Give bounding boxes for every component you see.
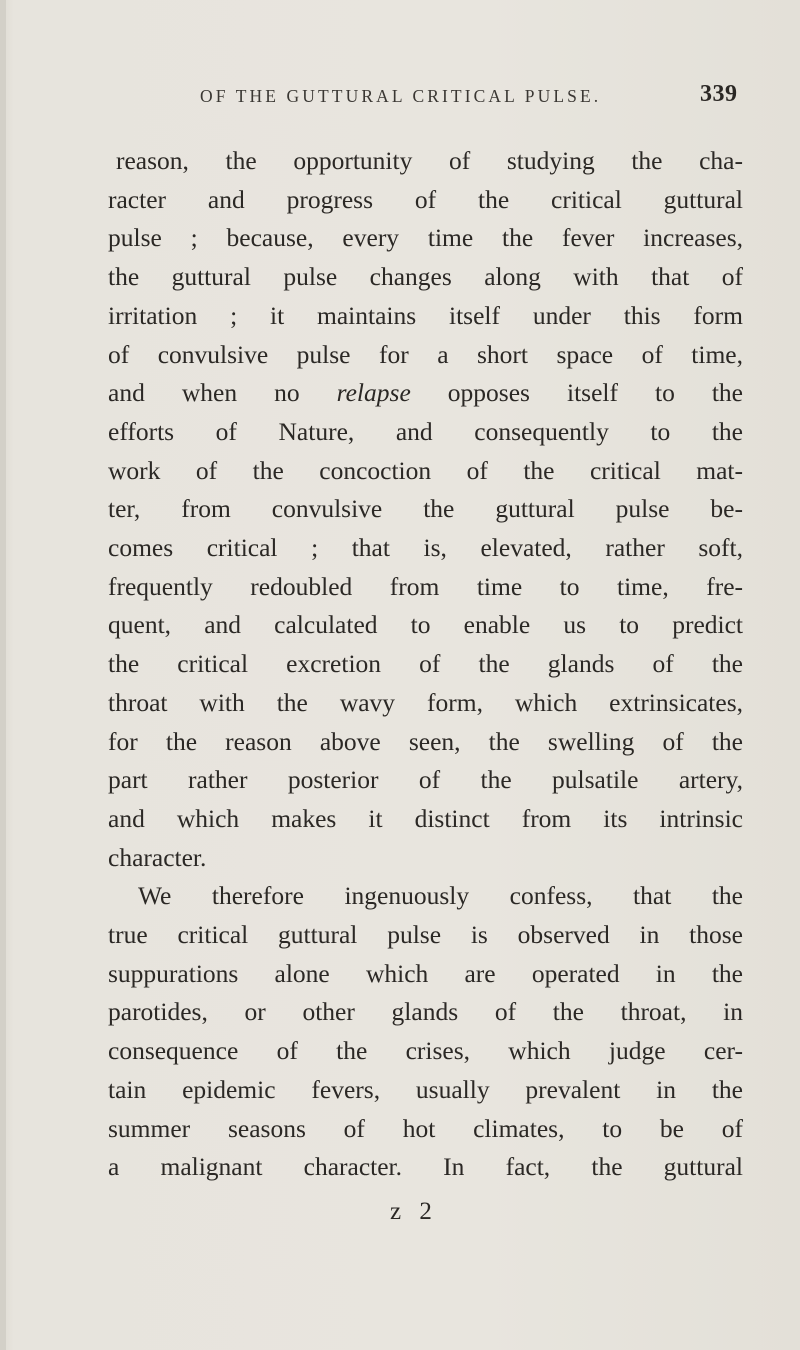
signature-mark: z 2 <box>390 1198 438 1225</box>
text-line: frequently redoubled from time to time, fre- <box>108 571 743 601</box>
paragraph-1 <box>108 142 743 877</box>
text-line: consequence of the crises, which judge cer- <box>108 1036 743 1066</box>
text-line: efforts of Nature, and consequently to the <box>108 416 743 446</box>
text-segment: and when no <box>108 378 337 408</box>
text-line: the guttural pulse changes along with that of <box>108 262 743 292</box>
text-line: tain epidemic fevers, usually prevalent in the <box>108 1074 743 1104</box>
text-line: true critical guttural pulse is observed in those <box>108 920 743 950</box>
text-line: a malignant character. In fact, the guttural <box>108 1152 743 1182</box>
page-number: 339 <box>700 81 738 107</box>
text-line: the critical excretion of the glands of the <box>108 649 743 679</box>
text-line: We therefore ingenuously confess, that the <box>138 881 743 911</box>
text-line: suppurations alone which are operated in the <box>108 958 743 988</box>
text-line: pulse ; because, every time the fever increases, <box>108 223 743 253</box>
text-line: throat with the wavy form, which extrinsicates, <box>108 687 743 717</box>
body-text <box>108 142 743 1187</box>
text-line: ter, from convulsive the guttural pulse be- <box>108 494 743 524</box>
paragraph-2 <box>108 877 743 1187</box>
text-line: part rather posterior of the pulsatile artery, <box>108 765 743 795</box>
text-line-with-italic <box>108 374 743 413</box>
text-segment: opposes itself to the <box>410 378 744 408</box>
running-head: OF THE GUTTURAL CRITICAL PULSE. <box>200 86 602 106</box>
text-line: and which makes it distinct from its intrinsic <box>108 803 743 833</box>
text-line: irritation ; it maintains itself under this form <box>108 300 743 330</box>
text-line: summer seasons of hot climates, to be of <box>108 1113 743 1143</box>
text-line: of convulsive pulse for a short space of time, <box>108 339 743 369</box>
text-line: quent, and calculated to enable us to predict <box>108 610 743 640</box>
italic-word-relapse: relapse <box>336 378 411 408</box>
text-line: work of the concoction of the critical mat- <box>108 455 743 485</box>
text-line: character. <box>108 842 207 872</box>
page-gutter-edge <box>0 0 6 1350</box>
text-line: parotides, or other glands of the throat, in <box>108 997 743 1027</box>
text-line: comes critical ; that is, elevated, rather soft, <box>108 533 743 563</box>
text-line: reason, the opportunity of studying the cha- <box>116 146 743 175</box>
text-line: for the reason above seen, the swelling of the <box>108 726 743 756</box>
text-line: racter and progress of the critical guttural <box>108 184 743 214</box>
